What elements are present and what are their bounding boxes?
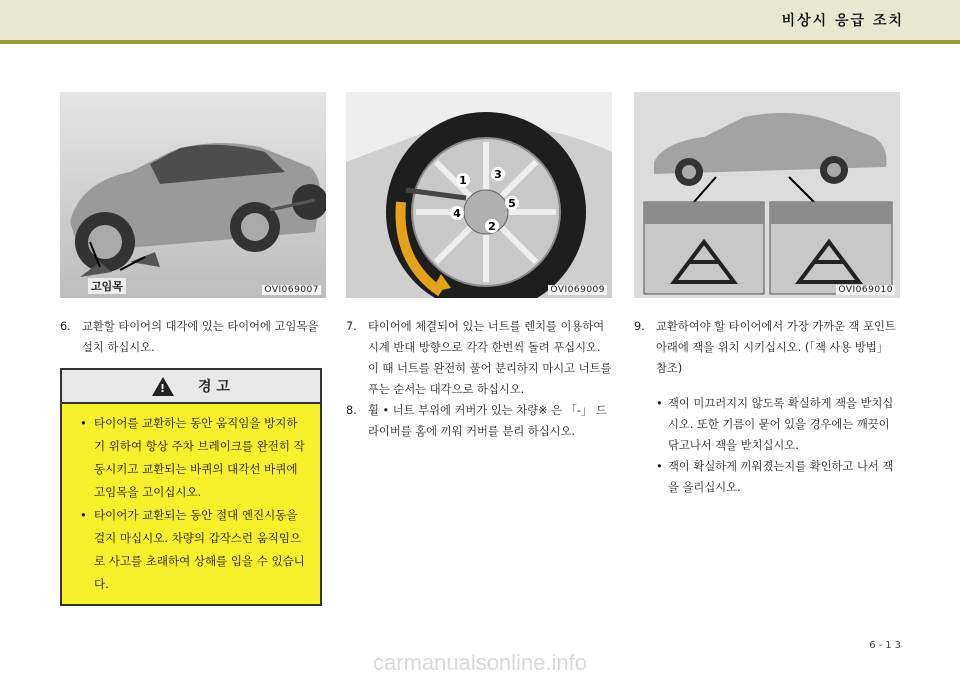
- step-text: 타이어에 체결되어 있는 너트를 렌치를 이용하여 시계 반대 방향으로 각각 한번씩 돌려 푸십시오. 이 때 너트를 완전히 풀어 분리하지 마시고 너트를 푸는 순서는 대각으로 하십시오.: [368, 320, 612, 396]
- warning-item-text: 타이어를 교환하는 동안 움직임을 방지하기 위하여 항상 주차 브레이크를 완전히 작동시키고 교환되는 바퀴의 대각선 바퀴에 고임목을 고이십시오.: [94, 416, 305, 499]
- step-text: 교환할 타이어의 대각에 있는 타이어에 고임목을 설치 하십시오.: [82, 320, 319, 354]
- car-chock-illustration: [60, 92, 326, 298]
- page-number: 6-13: [869, 640, 904, 651]
- step-7: [346, 316, 614, 400]
- warning-item: [80, 504, 306, 596]
- warning-item-text: 타이어가 교환되는 동안 절대 엔진시동을 걸지 마십시오. 차량의 갑작스런 움직임으로 사고를 초래하여 상해를 입을 수 있습니다.: [94, 508, 305, 591]
- warning-triangle-icon: [152, 377, 174, 396]
- step-text: 휠 • 너트 부위에 커버가 있는 차량※ 은 「-」 드라이버를 홈에 끼워 커버를 분리 하십시오.: [368, 404, 607, 438]
- step-6: [60, 316, 324, 358]
- warning-title: 경 고: [198, 379, 230, 395]
- step-number: 8.: [346, 404, 357, 417]
- step-9-note: [656, 393, 902, 456]
- warning-box: [60, 368, 322, 606]
- nut-number-5: 5: [508, 197, 516, 210]
- step-8: [346, 400, 614, 442]
- jack-points-illustration: [634, 92, 900, 298]
- step-9-note: [656, 456, 902, 498]
- nut-number-3: 3: [494, 168, 502, 181]
- bullet-icon: •: [80, 416, 87, 430]
- figure-code: OVI069010: [838, 285, 893, 295]
- step-text: 교환하여야 할 타이어에서 가장 가까운 잭 포인트 아래에 잭을 위치 시키십시오. (「잭 사용 방법」 참조): [656, 320, 896, 375]
- step-number: 7.: [346, 320, 357, 333]
- section-title: 비상시 응급 조치: [781, 13, 904, 29]
- nut-number-2: 2: [488, 220, 496, 233]
- nut-number-4: 4: [453, 207, 461, 220]
- figure-code: OVI069009: [550, 285, 605, 295]
- figure-jack-points: [634, 92, 900, 298]
- steps-7-8: [346, 316, 614, 442]
- nut-number-1: 1: [459, 174, 467, 187]
- figure-code: OVI069007: [264, 285, 319, 295]
- figure-wheel-nuts: [346, 92, 612, 298]
- header-divider: [0, 40, 960, 44]
- figure-car-wheel-chock: [60, 92, 326, 298]
- warning-item: [80, 412, 306, 504]
- note-text: 잭이 미끄러지지 않도록 확실하게 잭을 받치십시오. 또한 기름이 묻어 있을 경우에는 깨끗이 닦고나서 잭을 받치십시오.: [668, 397, 894, 452]
- note-text: 잭이 확실하게 끼워졌는지를 확인하고 나서 잭을 올리십시오.: [668, 460, 894, 494]
- step-number: 9.: [634, 320, 645, 333]
- wheel-chock-label: 고임목: [88, 278, 126, 294]
- watermark: carmanualsonline.info: [372, 650, 588, 675]
- bullet-icon: •: [80, 508, 87, 522]
- wheel-nut-order-illustration: [346, 92, 612, 298]
- warning-header: [62, 370, 320, 404]
- warning-body: [62, 404, 320, 596]
- step-number: 6.: [60, 320, 71, 333]
- bullet-icon: •: [656, 460, 663, 473]
- step-9: [634, 316, 902, 498]
- bullet-icon: •: [656, 397, 663, 410]
